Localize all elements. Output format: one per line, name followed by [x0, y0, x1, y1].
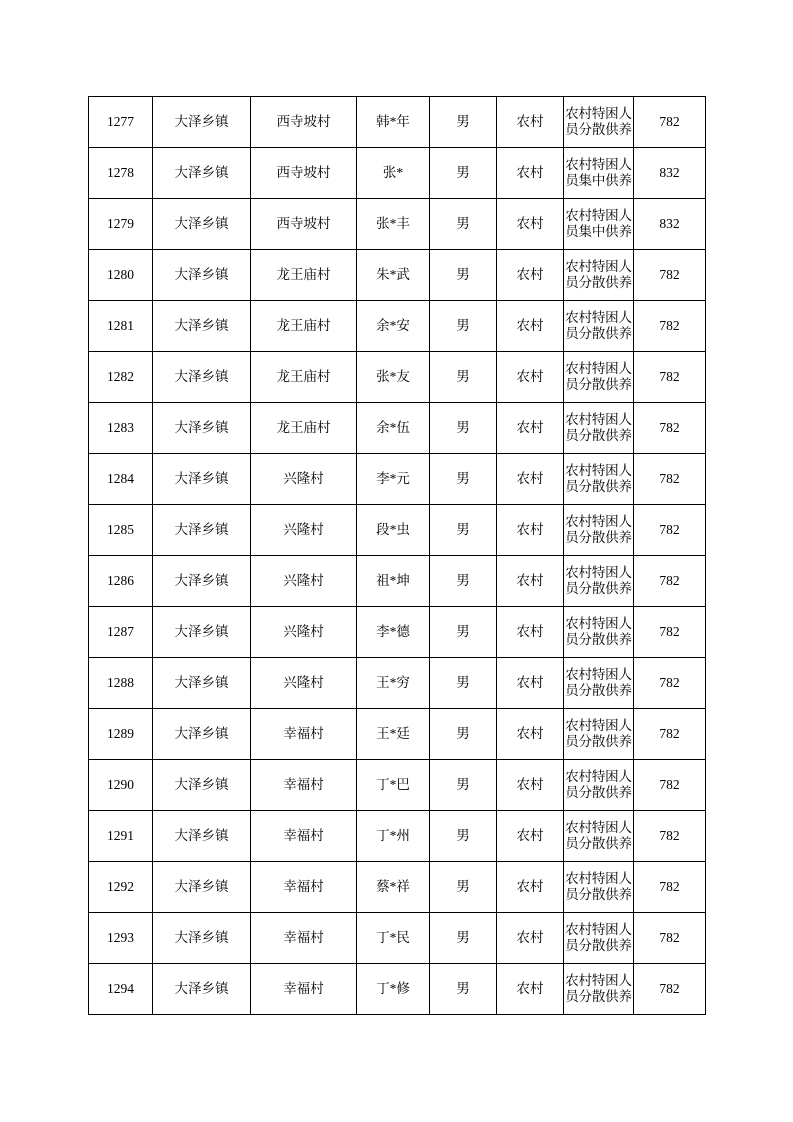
cell-index: 1279	[89, 199, 153, 250]
cell-village: 幸福村	[251, 964, 357, 1015]
table-row	[89, 97, 706, 148]
cell-amount: 782	[634, 913, 706, 964]
cell-village: 兴隆村	[251, 607, 357, 658]
cell-index: 1281	[89, 301, 153, 352]
cell-name: 余*安	[357, 301, 430, 352]
cell-town: 大泽乡镇	[153, 658, 251, 709]
cell-village: 幸福村	[251, 709, 357, 760]
cell-category: 农村特困人员分散供养	[564, 913, 634, 964]
table-row	[89, 403, 706, 454]
cell-amount: 782	[634, 862, 706, 913]
cell-category: 农村特困人员分散供养	[564, 301, 634, 352]
cell-category: 农村特困人员分散供养	[564, 556, 634, 607]
cell-gender: 男	[430, 760, 497, 811]
cell-gender: 男	[430, 862, 497, 913]
cell-hukou: 农村	[497, 352, 564, 403]
cell-gender: 男	[430, 811, 497, 862]
cell-gender: 男	[430, 250, 497, 301]
cell-village: 龙王庙村	[251, 352, 357, 403]
cell-village: 幸福村	[251, 913, 357, 964]
table-row	[89, 862, 706, 913]
cell-gender: 男	[430, 556, 497, 607]
table-row	[89, 607, 706, 658]
cell-gender: 男	[430, 607, 497, 658]
cell-gender: 男	[430, 505, 497, 556]
cell-town: 大泽乡镇	[153, 250, 251, 301]
cell-gender: 男	[430, 454, 497, 505]
cell-amount: 782	[634, 352, 706, 403]
cell-village: 兴隆村	[251, 454, 357, 505]
cell-name: 张*丰	[357, 199, 430, 250]
cell-hukou: 农村	[497, 199, 564, 250]
table-row	[89, 760, 706, 811]
cell-town: 大泽乡镇	[153, 301, 251, 352]
cell-amount: 832	[634, 199, 706, 250]
cell-category: 农村特困人员分散供养	[564, 607, 634, 658]
cell-category: 农村特困人员分散供养	[564, 658, 634, 709]
cell-index: 1284	[89, 454, 153, 505]
cell-town: 大泽乡镇	[153, 760, 251, 811]
cell-amount: 782	[634, 454, 706, 505]
cell-amount: 832	[634, 148, 706, 199]
cell-name: 余*伍	[357, 403, 430, 454]
cell-name: 韩*年	[357, 97, 430, 148]
cell-town: 大泽乡镇	[153, 709, 251, 760]
table-row	[89, 556, 706, 607]
cell-index: 1287	[89, 607, 153, 658]
cell-name: 李*德	[357, 607, 430, 658]
cell-hukou: 农村	[497, 403, 564, 454]
cell-index: 1289	[89, 709, 153, 760]
cell-category: 农村特困人员分散供养	[564, 964, 634, 1015]
cell-town: 大泽乡镇	[153, 505, 251, 556]
cell-hukou: 农村	[497, 760, 564, 811]
cell-name: 丁*巴	[357, 760, 430, 811]
cell-index: 1291	[89, 811, 153, 862]
table-row	[89, 964, 706, 1015]
table-body	[89, 97, 706, 1015]
cell-village: 兴隆村	[251, 658, 357, 709]
cell-name: 丁*州	[357, 811, 430, 862]
table-row	[89, 352, 706, 403]
cell-amount: 782	[634, 964, 706, 1015]
cell-village: 龙王庙村	[251, 250, 357, 301]
table-row	[89, 709, 706, 760]
cell-gender: 男	[430, 709, 497, 760]
cell-category: 农村特困人员分散供养	[564, 760, 634, 811]
cell-amount: 782	[634, 760, 706, 811]
cell-index: 1280	[89, 250, 153, 301]
cell-hukou: 农村	[497, 301, 564, 352]
table-row	[89, 199, 706, 250]
cell-gender: 男	[430, 352, 497, 403]
table-row	[89, 250, 706, 301]
cell-village: 西寺坡村	[251, 148, 357, 199]
cell-hukou: 农村	[497, 454, 564, 505]
table-row	[89, 301, 706, 352]
cell-index: 1282	[89, 352, 153, 403]
cell-name: 李*元	[357, 454, 430, 505]
table-row	[89, 505, 706, 556]
cell-village: 西寺坡村	[251, 199, 357, 250]
cell-amount: 782	[634, 301, 706, 352]
cell-index: 1288	[89, 658, 153, 709]
cell-name: 蔡*祥	[357, 862, 430, 913]
cell-category: 农村特困人员分散供养	[564, 709, 634, 760]
cell-town: 大泽乡镇	[153, 556, 251, 607]
cell-hukou: 农村	[497, 250, 564, 301]
cell-hukou: 农村	[497, 811, 564, 862]
cell-amount: 782	[634, 811, 706, 862]
cell-category: 农村特困人员集中供养	[564, 148, 634, 199]
cell-village: 西寺坡村	[251, 97, 357, 148]
cell-name: 张*	[357, 148, 430, 199]
cell-name: 段*虫	[357, 505, 430, 556]
cell-name: 王*穷	[357, 658, 430, 709]
cell-hukou: 农村	[497, 607, 564, 658]
cell-amount: 782	[634, 658, 706, 709]
cell-town: 大泽乡镇	[153, 352, 251, 403]
cell-hukou: 农村	[497, 658, 564, 709]
cell-amount: 782	[634, 403, 706, 454]
cell-town: 大泽乡镇	[153, 811, 251, 862]
cell-town: 大泽乡镇	[153, 148, 251, 199]
assistance-recipients-table	[88, 96, 706, 1015]
cell-category: 农村特困人员分散供养	[564, 505, 634, 556]
cell-name: 王*廷	[357, 709, 430, 760]
table-row	[89, 913, 706, 964]
cell-index: 1290	[89, 760, 153, 811]
cell-category: 农村特困人员集中供养	[564, 199, 634, 250]
cell-hukou: 农村	[497, 913, 564, 964]
cell-village: 龙王庙村	[251, 403, 357, 454]
cell-gender: 男	[430, 403, 497, 454]
cell-name: 朱*武	[357, 250, 430, 301]
cell-village: 幸福村	[251, 760, 357, 811]
cell-name: 祖*坤	[357, 556, 430, 607]
cell-amount: 782	[634, 607, 706, 658]
cell-name: 张*友	[357, 352, 430, 403]
table-row	[89, 658, 706, 709]
cell-town: 大泽乡镇	[153, 964, 251, 1015]
cell-village: 幸福村	[251, 862, 357, 913]
cell-town: 大泽乡镇	[153, 454, 251, 505]
cell-gender: 男	[430, 199, 497, 250]
cell-hukou: 农村	[497, 505, 564, 556]
cell-amount: 782	[634, 709, 706, 760]
cell-index: 1292	[89, 862, 153, 913]
cell-town: 大泽乡镇	[153, 199, 251, 250]
table-row	[89, 454, 706, 505]
cell-village: 兴隆村	[251, 505, 357, 556]
cell-town: 大泽乡镇	[153, 913, 251, 964]
cell-town: 大泽乡镇	[153, 862, 251, 913]
cell-category: 农村特困人员分散供养	[564, 811, 634, 862]
cell-town: 大泽乡镇	[153, 97, 251, 148]
cell-category: 农村特困人员分散供养	[564, 97, 634, 148]
cell-hukou: 农村	[497, 556, 564, 607]
cell-index: 1285	[89, 505, 153, 556]
cell-index: 1294	[89, 964, 153, 1015]
cell-hukou: 农村	[497, 862, 564, 913]
cell-town: 大泽乡镇	[153, 403, 251, 454]
cell-name: 丁*民	[357, 913, 430, 964]
cell-category: 农村特困人员分散供养	[564, 403, 634, 454]
cell-index: 1293	[89, 913, 153, 964]
cell-gender: 男	[430, 148, 497, 199]
cell-index: 1283	[89, 403, 153, 454]
cell-village: 幸福村	[251, 811, 357, 862]
cell-index: 1278	[89, 148, 153, 199]
cell-name: 丁*修	[357, 964, 430, 1015]
cell-town: 大泽乡镇	[153, 607, 251, 658]
cell-gender: 男	[430, 658, 497, 709]
cell-hukou: 农村	[497, 964, 564, 1015]
cell-gender: 男	[430, 97, 497, 148]
cell-category: 农村特困人员分散供养	[564, 454, 634, 505]
cell-gender: 男	[430, 301, 497, 352]
cell-village: 兴隆村	[251, 556, 357, 607]
cell-gender: 男	[430, 964, 497, 1015]
cell-village: 龙王庙村	[251, 301, 357, 352]
cell-amount: 782	[634, 505, 706, 556]
table-row	[89, 811, 706, 862]
cell-amount: 782	[634, 97, 706, 148]
cell-hukou: 农村	[497, 709, 564, 760]
cell-index: 1286	[89, 556, 153, 607]
table-row	[89, 148, 706, 199]
cell-category: 农村特困人员分散供养	[564, 352, 634, 403]
cell-amount: 782	[634, 250, 706, 301]
cell-category: 农村特困人员分散供养	[564, 862, 634, 913]
cell-category: 农村特困人员分散供养	[564, 250, 634, 301]
cell-hukou: 农村	[497, 97, 564, 148]
cell-amount: 782	[634, 556, 706, 607]
cell-hukou: 农村	[497, 148, 564, 199]
cell-index: 1277	[89, 97, 153, 148]
cell-gender: 男	[430, 913, 497, 964]
